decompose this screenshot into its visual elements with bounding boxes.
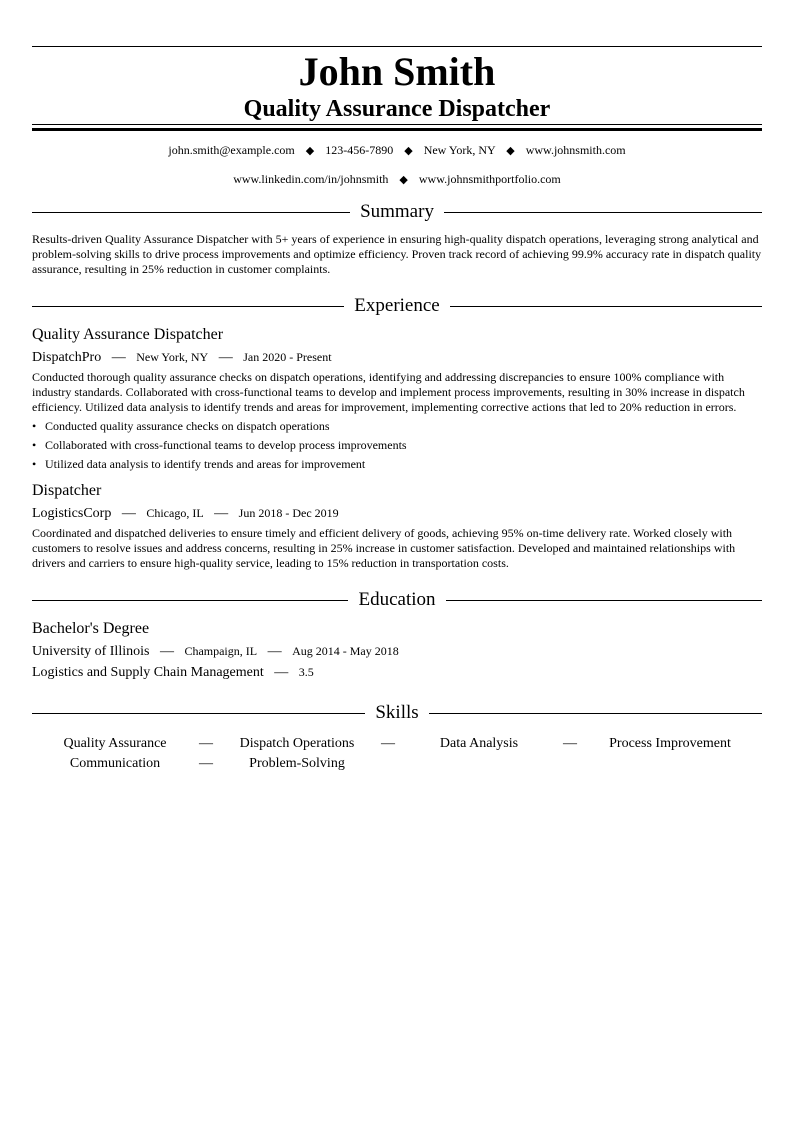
job-entry: [32, 482, 762, 571]
linkedin-link[interactable]: www.linkedin.com/in/johnsmith: [233, 172, 389, 186]
job-bullets: [32, 419, 762, 472]
job-location: Chicago, IL: [146, 506, 204, 520]
diamond-separator-icon: ◆: [399, 174, 408, 186]
experience-heading: [32, 295, 762, 317]
gpa: 3.5: [298, 665, 314, 679]
candidate-name: John Smith: [298, 49, 496, 94]
dash-separator: —: [121, 506, 136, 521]
list-item: • Conducted quality assurance checks on dispatch operations: [32, 419, 330, 433]
dash-separator: —: [381, 736, 395, 751]
portfolio-link[interactable]: www.johnsmithportfolio.com: [418, 172, 561, 186]
summary-heading: [32, 201, 762, 223]
school: University of Illinois: [32, 644, 150, 659]
dash-separator: —: [274, 665, 289, 680]
degree: Bachelor's Degree: [32, 620, 150, 637]
skills-heading-text: Skills: [375, 702, 419, 723]
list-item: • Collaborated with cross-functional teams to develop process improvements: [32, 438, 407, 452]
bullet-icon: •: [32, 457, 37, 471]
experience-heading-text: Experience: [354, 295, 440, 316]
skill-item: Process Improvement: [609, 736, 731, 751]
job-entry: [32, 326, 762, 472]
bullet-icon: •: [32, 419, 37, 433]
contact-row-1: [32, 143, 762, 158]
dash-separator: —: [199, 756, 213, 771]
top-rule: [32, 46, 762, 47]
job-title: Dispatcher: [32, 482, 102, 499]
skill-item: Problem-Solving: [249, 756, 345, 771]
dash-separator: —: [267, 644, 282, 659]
website-link[interactable]: www.johnsmith.com: [525, 143, 626, 157]
job-dates: Jan 2020 - Present: [243, 350, 332, 364]
education-heading-text: Education: [358, 589, 436, 610]
job-description: Conducted thorough quality assurance checks on dispatch operations, identifying and addressing discrepancies to ensure 100% compliance with industry standards. Collaborated with cross-functional teams to develop and implement process improvements, resulting in 30% increase in dispatch efficiency. Utilized data analysis to identify trends and areas for improvement, implementing corrective actions that led to 20% reduction in errors.: [32, 370, 745, 414]
resume-page: [32, 0, 762, 776]
location: New York, NY: [423, 143, 496, 157]
dash-separator: —: [218, 350, 233, 365]
summary-heading-text: Summary: [360, 201, 434, 222]
phone-number: 123-456-7890: [325, 143, 394, 157]
school-location: Champaign, IL: [184, 644, 258, 658]
skills-list: [32, 736, 762, 776]
job-meta: [32, 349, 762, 366]
skill-item: Dispatch Operations: [239, 736, 355, 751]
diamond-separator-icon: ◆: [506, 145, 515, 157]
dash-separator: —: [199, 736, 213, 751]
education-heading: [32, 589, 762, 611]
skill-item: Data Analysis: [439, 736, 519, 751]
dash-separator: —: [159, 644, 174, 659]
education-dates: Aug 2014 - May 2018: [292, 644, 399, 658]
skill-item: Quality Assurance: [63, 736, 167, 751]
skills-heading: [32, 702, 762, 724]
contact-row-2: [32, 172, 762, 187]
job-dates: Jun 2018 - Dec 2019: [238, 506, 339, 520]
job-company: DispatchPro: [32, 350, 102, 365]
bullet-icon: •: [32, 438, 37, 452]
dash-separator: —: [214, 506, 229, 521]
skill-item: Communication: [69, 756, 161, 771]
education-field-row: [32, 664, 762, 681]
list-item: • Utilized data analysis to identify trends and areas for improvement: [32, 457, 366, 471]
email-link[interactable]: john.smith@example.com: [168, 143, 295, 157]
header-double-rule: [32, 124, 762, 131]
job-location: New York, NY: [136, 350, 209, 364]
diamond-separator-icon: ◆: [305, 145, 315, 157]
field-of-study: Logistics and Supply Chain Management: [32, 665, 264, 680]
education-meta: [32, 643, 762, 660]
job-meta: [32, 505, 762, 522]
candidate-title: Quality Assurance Dispatcher: [243, 96, 551, 122]
job-description: Coordinated and dispatched deliveries to ensure timely and efficient delivery of goods, achieving 95% on-time delivery rate. Worked closely with customers to resolve issues and address concerns, resulting in 25% increase in customer satisfaction. Developed and maintained relationships with drivers and carriers to ensure high-quality service, leading to 15% reduction in transportation costs.: [32, 526, 736, 570]
job-company: LogisticsCorp: [32, 506, 112, 521]
diamond-separator-icon: ◆: [404, 145, 413, 157]
dash-separator: —: [563, 736, 577, 751]
dash-separator: —: [111, 350, 126, 365]
summary-text: Results-driven Quality Assurance Dispatcher with 5+ years of experience in ensuring high-quality dispatch operations, leveraging strong analytical and problem-solving skills to drive process improvements and optimize efficiency. Proven track record of achieving 99.9% accuracy rate in dispatch quality assurance, resulting in 25% reduction in customer complaints.: [32, 232, 762, 276]
job-title: Quality Assurance Dispatcher: [32, 326, 224, 343]
